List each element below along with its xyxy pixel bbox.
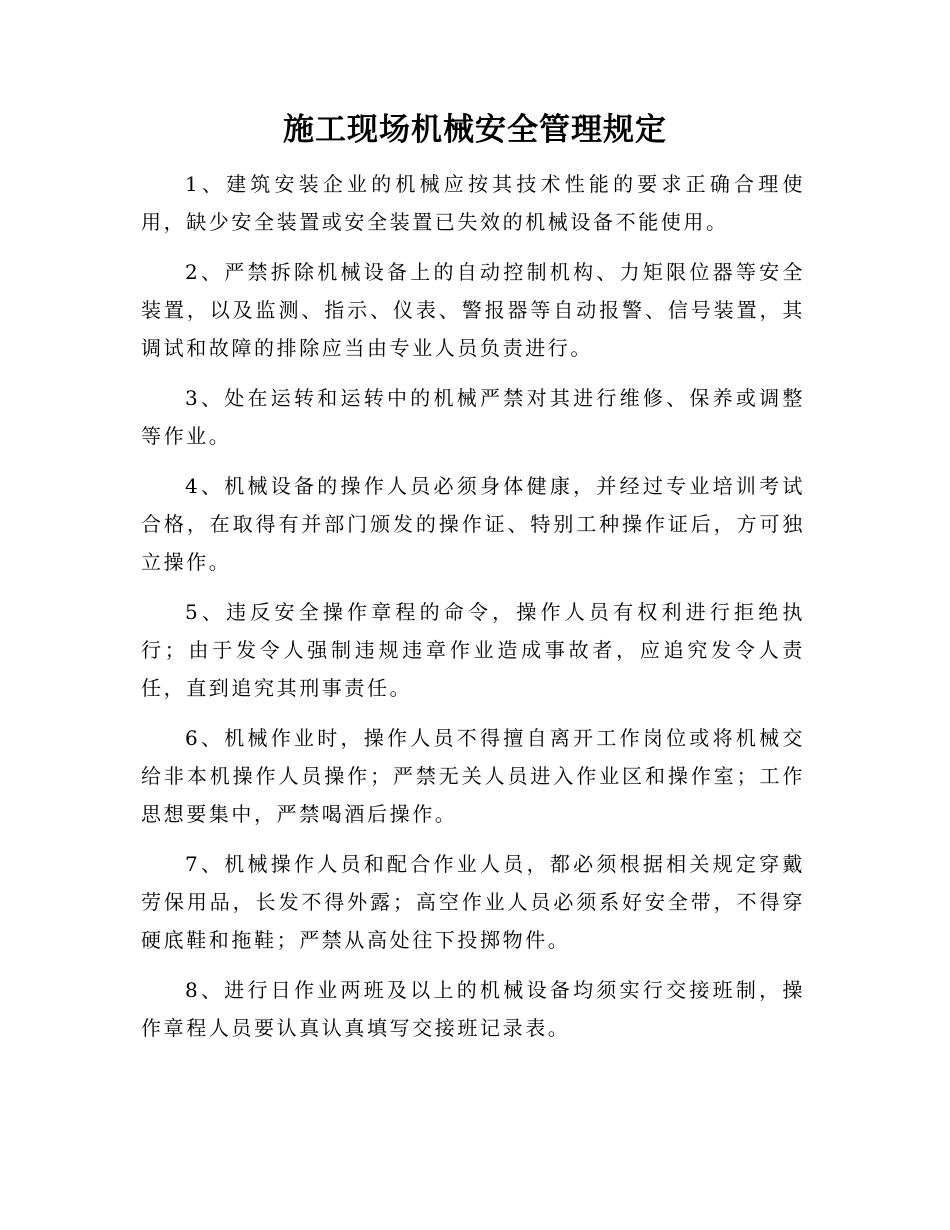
document-body <box>141 165 805 1059</box>
paragraph-1: 1、建筑安装企业的机械应按其技术性能的要求正确合理使用，缺少安全装置或安全装置已失效的机械设备不能使用。 <box>141 172 805 234</box>
paragraph-2: 2、严禁拆除机械设备上的自动控制机构、力矩限位器等安全装置，以及监测、指示、仪表、警报器等自动报警、信号装置，其调试和故障的排除应当由专业人员负责进行。 <box>141 260 805 360</box>
paragraph-3: 3、处在运转和运转中的机械严禁对其进行维修、保养或调整等作业。 <box>141 386 805 448</box>
paragraph-5: 5、违反安全操作章程的命令，操作人员有权利进行拒绝执行；由于发令人强制违规违章作业造成事故者，应追究发令人责任，直到追究其刑事责任。 <box>141 600 805 700</box>
document-title: 施工现场机械安全管理规定 <box>283 112 667 148</box>
paragraph-8: 8、进行日作业两班及以上的机械设备均须实行交接班制，操作章程人员要认真认真填写交接班记录表。 <box>141 978 805 1040</box>
paragraph-4: 4、机械设备的操作人员必须身体健康，并经过专业培训考试合格，在取得有并部门颁发的操作证、特别工种操作证后，方可独立操作。 <box>141 474 805 574</box>
paragraph-6: 6、机械作业时，操作人员不得擅自离开工作岗位或将机械交给非本机操作人员操作；严禁无关人员进入作业区和操作室；工作思想要集中，严禁喝酒后操作。 <box>141 726 805 826</box>
paragraph-7: 7、机械操作人员和配合作业人员，都必须根据相关规定穿戴劳保用品，长发不得外露；高空作业人员必须系好安全带，不得穿硬底鞋和拖鞋；严禁从高处往下投掷物件。 <box>141 852 805 952</box>
